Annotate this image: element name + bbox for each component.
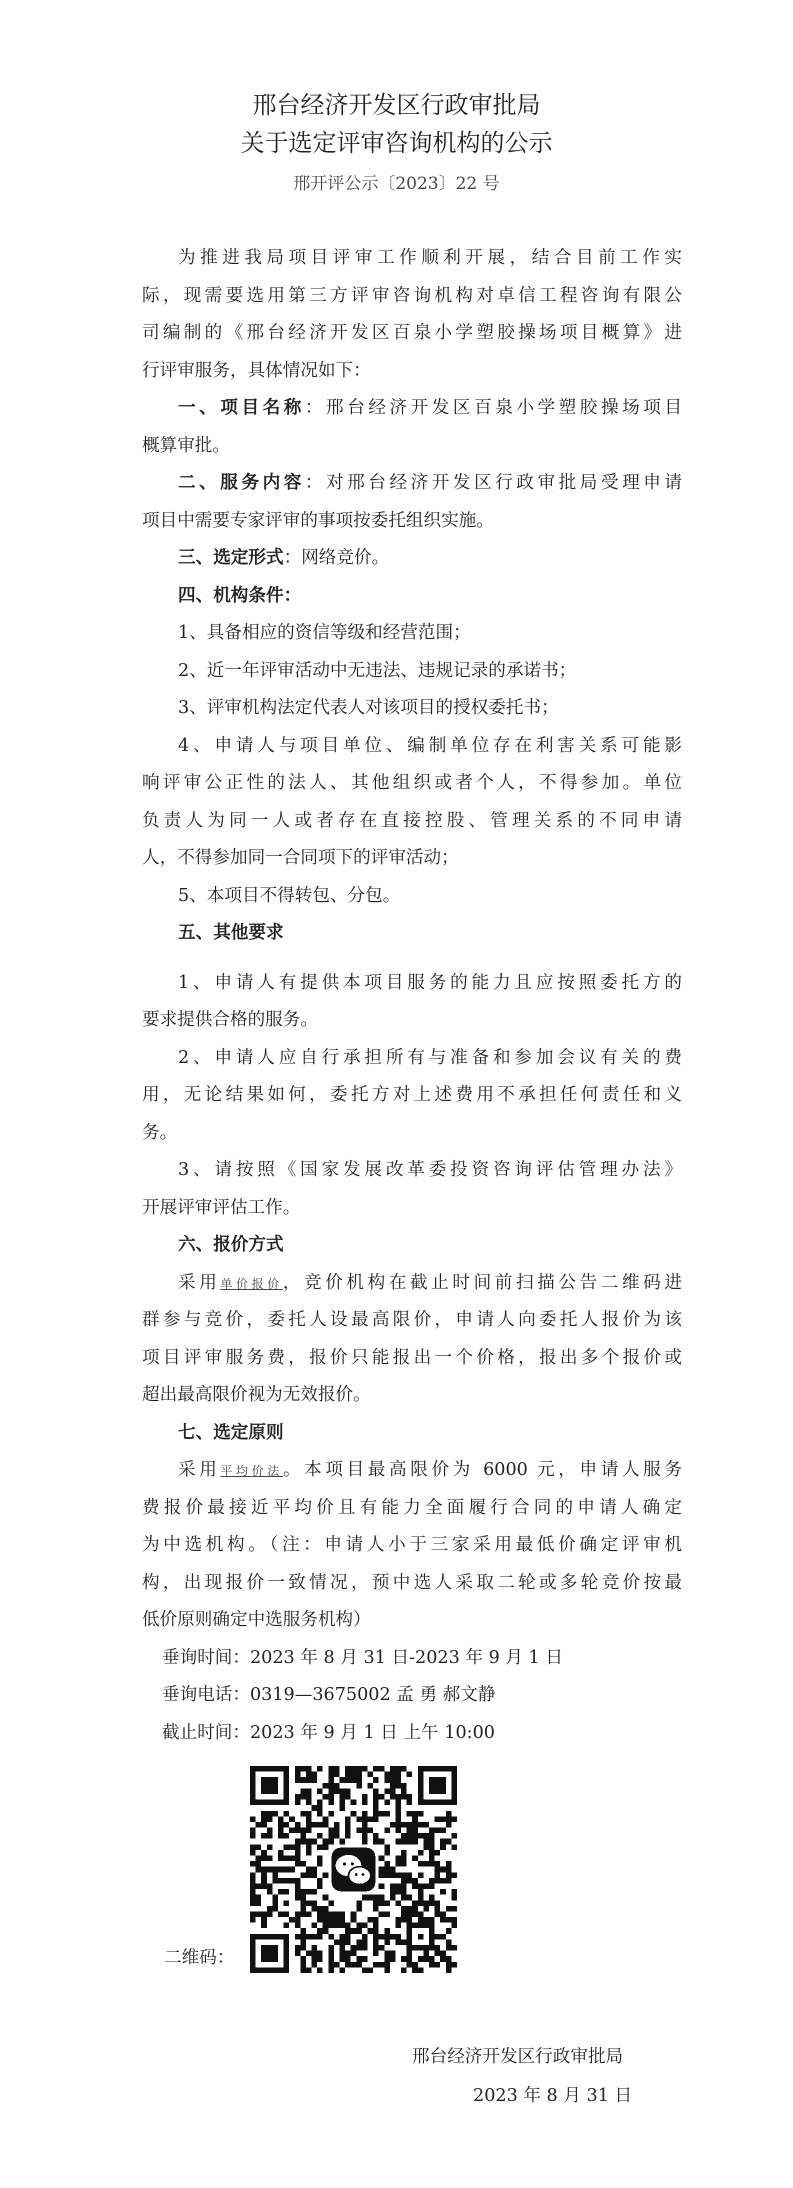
qr-label: 二维码： — [164, 1948, 235, 1968]
section7-line-1 — [178, 1458, 682, 1483]
section4-item-2: 2、近一年评审活动中无违法、违规记录的承诺书； — [178, 661, 577, 681]
section7-line-3: 为中选机构。（注：申请人小于三家采用最低价确定评审机 — [142, 1535, 682, 1555]
section7-line-5: 低价原则确定中选服务机构） — [142, 1610, 371, 1630]
section4-item-5: 5、本项目不得转包、分包。 — [178, 886, 401, 906]
section4-item-4-line-2: 响评审公正性的法人、其他组织或者个人，不得参加。单位 — [142, 773, 682, 793]
section6-heading: 六、报价方式 — [178, 1234, 284, 1255]
document-number: 邢开评公示〔2023〕22 号 — [293, 174, 500, 194]
section2-line-2: 项目中需要专家评审的事项按委托组织实施。 — [142, 511, 494, 531]
section6-method-underlined: 单价报价 — [220, 1277, 283, 1291]
section3-line — [178, 546, 682, 570]
section4-item-1: 1、具备相应的资信等级和经营范围； — [178, 623, 471, 643]
intro-line-3: 司编制的《邢台经济开发区百泉小学塑胶操场项目概算》进 — [142, 323, 682, 343]
section6-line-1 — [178, 1271, 682, 1296]
section5-item-1-line-1: 1、申请人有提供本项目服务的能力且应按照委托方的 — [178, 973, 682, 993]
section7-line-1-pre: 采用 — [178, 1460, 221, 1480]
section1-text-1: 邢台经济开发区百泉小学塑胶操场项目 — [326, 398, 682, 418]
section6-line-1-pre: 采用 — [178, 1273, 221, 1293]
section3-text: 网络竞价。 — [301, 548, 390, 568]
section4-item-3: 3、评审机构法定代表人对该项目的授权委托书； — [178, 698, 559, 718]
section5-item-2-line-3: 务。 — [142, 1123, 178, 1143]
section6-line-2: 群参与竞价，委托人设最高限价，申请人向委托人报价为该 — [142, 1310, 682, 1330]
inquiry-phone: 垂询电话：0319—3675002 孟 勇 郝文静 — [162, 1685, 496, 1705]
section5-item-1-line-2: 要求提供合格的服务。 — [142, 1010, 318, 1030]
section2-heading: 二、服务内容 — [178, 472, 305, 493]
section7-line-2: 费报价最接近平均价且有能力全面履行合同的申请人确定 — [142, 1498, 682, 1518]
deadline-time: 截止时间：2023 年 9 月 1 日 上午 10:00 — [162, 1723, 495, 1743]
section7-line-4: 构，出现报价一致情况，预中选人采取二轮或多轮竞价按最 — [142, 1573, 682, 1593]
section5-item-3-line-1: 3、请按照《国家发展改革委投资咨询评估管理办法》 — [178, 1160, 682, 1180]
section7-heading: 七、选定原则 — [178, 1422, 284, 1443]
section4-heading: 四、机构条件： — [178, 585, 302, 606]
section2-text-1: 对邢台经济开发区行政审批局受理申请 — [326, 473, 682, 493]
section3-colon: ： — [283, 548, 302, 568]
issuing-organization: 邢台经济开发区行政审批局 — [412, 2047, 624, 2067]
section1-line-2: 概算审批。 — [142, 436, 230, 456]
section1-line-1 — [178, 396, 682, 420]
issue-date: 2023 年 8 月 31 日 — [473, 2086, 633, 2106]
section2-line-1 — [178, 471, 682, 495]
section5-item-2-line-2: 用，无论结果如何，委托方对上述费用不承担任何责任和义 — [142, 1085, 682, 1105]
document-title-line1: 邢台经济开发区行政审批局 — [252, 91, 541, 119]
section5-item-3-line-2: 开展评审评估工作。 — [142, 1198, 301, 1218]
section5-item-2-line-1: 2、申请人应自行承担所有与准备和参加会议有关的费 — [178, 1048, 682, 1068]
document-title-line2: 关于选定评审咨询机构的公示 — [240, 129, 553, 157]
qr-code[interactable] — [250, 1766, 457, 1973]
section2-colon: ： — [304, 473, 327, 493]
intro-line-2: 际，现需要选用第三方评审咨询机构对卓信工程咨询有限公 — [142, 286, 682, 306]
inquiry-time: 垂询时间：2023 年 8 月 31 日-2023 年 9 月 1 日 — [162, 1648, 563, 1668]
section5-heading: 五、其他要求 — [178, 922, 284, 943]
wechat-icon — [328, 1844, 378, 1894]
section3-heading: 三、选定形式 — [178, 547, 284, 568]
section4-item-4-line-1: 4、申请人与项目单位、编制单位存在利害关系可能影 — [178, 736, 682, 756]
section6-line-3: 项目评审服务费，报价只能报出一个价格，报出多个报价或 — [142, 1348, 682, 1368]
section6-line-1-post: ，竞价机构在截止时间前扫描公告二维码进 — [282, 1273, 682, 1293]
section7-line-1-post: 。本项目最高限价为 6000 元，申请人服务 — [282, 1460, 682, 1480]
intro-line-1: 为推进我局项目评审工作顺利开展，结合目前工作实 — [178, 248, 682, 268]
section1-heading: 一、项目名称 — [178, 397, 305, 418]
section1-colon: ： — [304, 398, 327, 418]
section4-item-4-line-3: 负责人为同一人或者存在直接控股、管理关系的不同申请 — [142, 811, 682, 831]
intro-line-4: 行评审服务，具体情况如下： — [142, 361, 371, 381]
section7-method-underlined: 平均价法 — [220, 1464, 283, 1478]
section4-item-4-line-4: 人，不得参加同一合同项下的评审活动； — [142, 848, 459, 868]
section6-line-4: 超出最高限价视为无效报价。 — [142, 1385, 371, 1405]
